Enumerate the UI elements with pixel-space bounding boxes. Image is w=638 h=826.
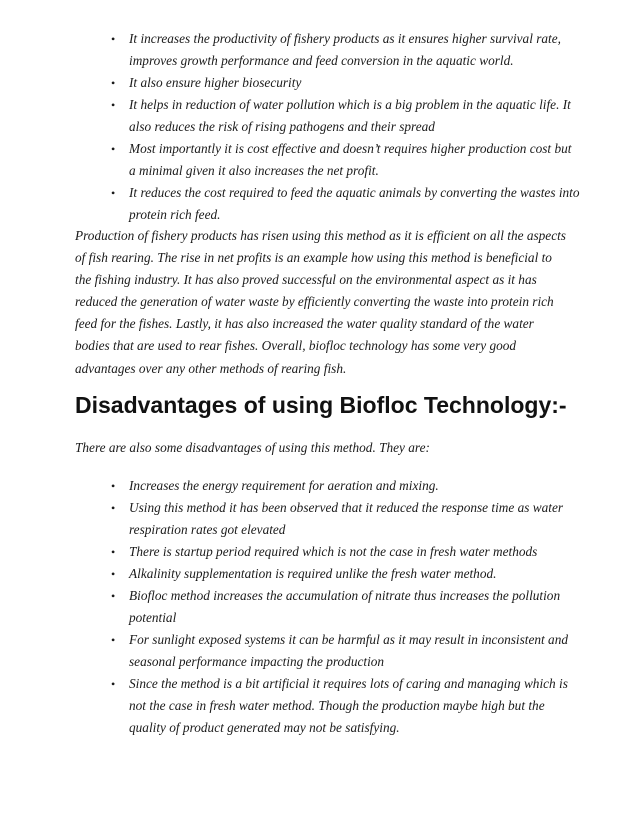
list-item [111, 475, 581, 497]
list-item [111, 28, 581, 72]
list-item [111, 138, 581, 182]
list-item-text: It increases the productivity of fishery products as it ensures higher survival rate, improves growth performance and feed conversion in the aquatic world. [129, 31, 561, 68]
list-item-text: Most importantly it is cost effective and doesn’t requires higher production cost but a minimal given it also increases the net profit. [129, 141, 572, 178]
list-item [111, 72, 581, 94]
bullet-icon: • [111, 545, 116, 559]
list-item-text: Since the method is a bit artificial it requires lots of caring and managing which is not the case in fresh water method. Though the production maybe high but the quality of product generated may not be satisfying. [129, 676, 568, 735]
disadvantages-intro: There are also some disadvantages of using this method. They are: [75, 440, 430, 455]
list-item [111, 497, 581, 541]
list-item-text: Using this method it has been observed that it reduced the response time as water respiration rates got elevated [129, 500, 564, 537]
list-item [111, 673, 581, 739]
bullet-icon: • [111, 567, 116, 581]
list-item [111, 585, 581, 629]
list-item-text: There is startup period required which is not the case in fresh water methods [129, 544, 538, 559]
list-item-text: Alkalinity supplementation is required unlike the fresh water method. [129, 566, 497, 581]
advantages-list [111, 28, 581, 226]
list-item-text: Biofloc method increases the accumulation of nitrate thus increases the pollution potential [129, 588, 561, 625]
list-item [111, 629, 581, 673]
list-item [111, 182, 581, 226]
bullet-icon: • [111, 32, 116, 46]
list-item-text: For sunlight exposed systems it can be harmful as it may result in inconsistent and seasonal performance impacting the production [129, 632, 569, 669]
bullet-icon: • [111, 501, 116, 515]
list-item-text: Increases the energy requirement for aeration and mixing. [129, 478, 439, 493]
list-item [111, 94, 581, 138]
bullet-icon: • [111, 479, 116, 493]
summary-paragraph: Production of fishery products has risen using this method as it is efficient on all the aspects of fish rearing. The rise in net profits is an example how using this method is beneficial to the fishing industry. It has also proved successful on the environmental aspect as it has reduced the generation of water waste by efficiently converting the waste into protein rich feed for the fishes. Lastly, it has also increased the water quality standard of the water bodies that are used to rear fishes. Overall, biofloc technology has some very good advantages over any other methods of rearing fish. [75, 228, 566, 376]
list-item-text: It reduces the cost required to feed the aquatic animals by converting the wastes into protein rich feed. [129, 185, 580, 222]
bullet-icon: • [111, 98, 116, 112]
disadvantages-list [111, 475, 581, 739]
list-item-text: It also ensure higher biosecurity [129, 75, 302, 90]
bullet-icon: • [111, 186, 116, 200]
bullet-icon: • [111, 589, 116, 603]
bullet-icon: • [111, 633, 116, 647]
list-item-text: It helps in reduction of water pollution which is a big problem in the aquatic life. It also reduces the risk of rising pathogens and their spread [129, 97, 571, 134]
bullet-icon: • [111, 142, 116, 156]
bullet-icon: • [111, 677, 116, 691]
list-item [111, 563, 581, 585]
bullet-icon: • [111, 76, 116, 90]
section-heading: Disadvantages of using Biofloc Technology:- [75, 392, 567, 418]
list-item [111, 541, 581, 563]
